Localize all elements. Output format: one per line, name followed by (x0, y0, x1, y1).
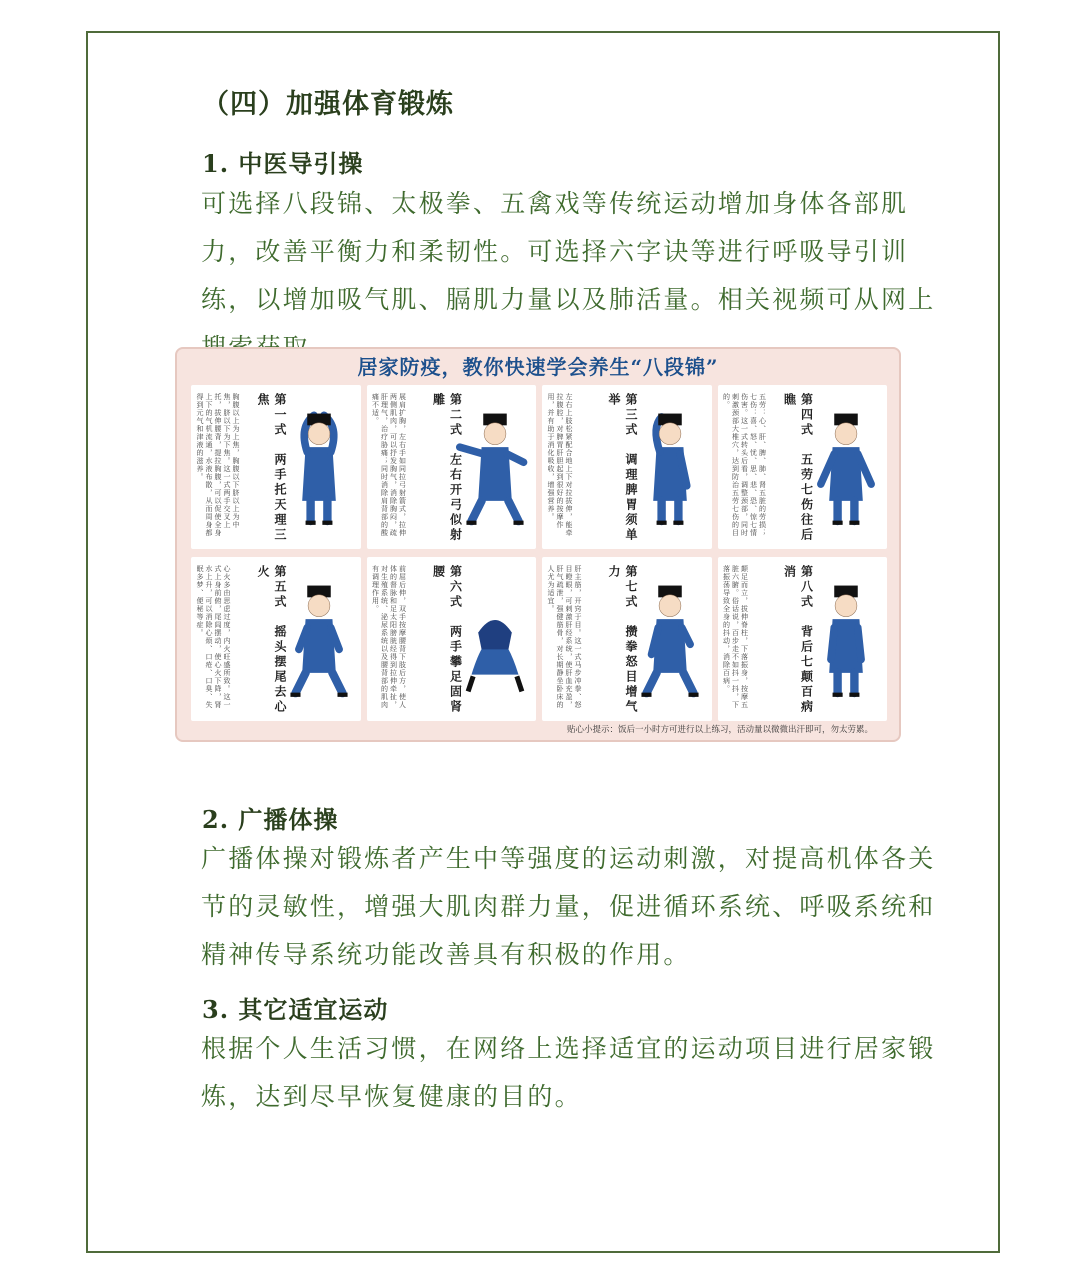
exercise-panel (191, 557, 361, 721)
exercise-figure-illustration (277, 399, 361, 539)
exercise-description: 肝主筋，开窍于目。这一式马步冲拳、怒目瞪眼，可刺激肝经系统，使肝血充盈，肝气疏泄，强健筋骨，对长期静坐卧床的人尤为适宜。 (547, 565, 582, 709)
exercise-panel (542, 557, 712, 721)
exercise-title: 第一式 两手托天理三焦 (256, 393, 287, 543)
exercise-description: 前屈后伸，双手按摩腰背下肢后方，使人体的督脉和足太阳膀胱经得到拉伸牵扯，对生殖系统、泌尿系统以及腰背部的肌肉有调理作用。 (371, 565, 407, 709)
paragraph-other-exercise (143, 1025, 945, 1121)
section-heading: （四）加强体育锻炼 (202, 89, 454, 120)
exercise-title: 第八式 背后七颠百病消 (782, 565, 814, 715)
exercise-title: 第二式 左右开弓似射雕 (431, 393, 463, 543)
exercise-figure-illustration (277, 571, 361, 711)
poster-grid (191, 385, 887, 721)
exercise-panel (367, 557, 537, 721)
exercise-panel (718, 557, 888, 721)
paragraph-text: 广播体操对锻炼者产生中等强度的运动刺激，对提高机体各关节的灵敏性，增强大肌肉群力量，促进循环系统、呼吸系统和精神传导系统功能改善具有积极的作用。 (201, 844, 936, 969)
exercise-title: 第五式 摇头摆尾去心火 (256, 565, 287, 715)
exercise-description: 展肩扩胸，左右手如同拉弓射箭式，拉伸两侧肌肉，可以抒发胸气，消除胸闷，疏肝理气，治疗胁痛；同时消除肩背部的酸痛不适。 (371, 393, 407, 537)
exercise-figure-illustration (628, 399, 712, 539)
poster-tip: 贴心小提示：饭后一小时方可进行以上练习，活动量以微微出汗即可，勿太劳累。 (566, 725, 873, 735)
exercise-panel (718, 385, 888, 549)
exercise-description: 心火多由思虑过度，内火旺盛所致。这一式上身前俯，尾闾摆动，使心火下降，肾水上升，可以消除心烦、口疮、口臭、失眠多梦、便秘等症。 (196, 565, 231, 709)
exercise-figure-illustration (804, 399, 888, 539)
heading-tcm-exercise: 1. 中医导引操 (202, 149, 364, 178)
paragraph-text: 根据个人生活习惯，在网络上选择适宜的运动项目进行居家锻炼，达到尽早恢复健康的目的。 (201, 1034, 936, 1111)
exercise-panel (542, 385, 712, 549)
exercise-panel (367, 385, 537, 549)
exercise-figure-illustration (628, 571, 712, 711)
exercise-figure-illustration (453, 399, 537, 539)
exercise-figure-illustration (453, 571, 537, 711)
exercise-description: 左右上肢松紧配合地上下对拉拔伸，能牵拉腹腔，对脾胃肝胆起到很好的按摩作用，并有助于消化吸收，增强营养。 (547, 393, 573, 537)
exercise-title: 第四式 五劳七伤往后瞧 (782, 393, 814, 543)
paragraph-text: 可选择八段锦、太极拳、五禽戏等传统运动增加身体各部肌力，改善平衡力和柔韧性。可选择六字诀等进行呼吸导引训练，以增加吸气肌、膈肌力量以及肺活量。相关视频可从网上 (201, 189, 936, 314)
exercise-figure-illustration (804, 571, 888, 711)
exercise-title: 第三式 调理脾胃须单举 (607, 393, 638, 543)
paragraph-radio-gymnastics (143, 835, 945, 979)
poster-title: 居家防疫，教你快速学会养生“八段锦” (357, 355, 719, 379)
paragraph-tcm-exercise (143, 180, 945, 372)
exercise-panel (191, 385, 361, 549)
exercise-description: 胸腹以上为上焦，胸腹以下脐以上为中焦，脐以下为下焦。这一式两手交叉上托，拔伸腰背，提拉胸腹，可以促使全身上下的气机流通，水液布散，从而周身都得到元气和津液的滋养。 (196, 393, 240, 537)
heading-radio-gymnastics: 2. 广播体操 (202, 805, 339, 834)
exercise-title: 第六式 两手攀足固肾腰 (431, 565, 463, 715)
exercise-title: 第七式 攒拳怒目增气力 (607, 565, 638, 715)
exercise-description: 颠足而立，拔伸脊柱，下落振身，按摩五脏六腑。俗话说，百步走不如抖一抖，下落振荡导致全身的抖动，消除百病。 (722, 565, 749, 709)
exercise-description: 五劳：心、肝、脾、肺、肾五脏的劳损；七伤：喜、怒、忧、思、悲、恐、惊七情伤害。这一式转头后看，调整颈部，同时刺激颈部大椎穴，达到防治五劳七伤的目的。 (722, 393, 767, 537)
heading-other-exercise: 3. 其它适宜运动 (202, 995, 389, 1024)
baduanjin-poster (175, 347, 901, 742)
